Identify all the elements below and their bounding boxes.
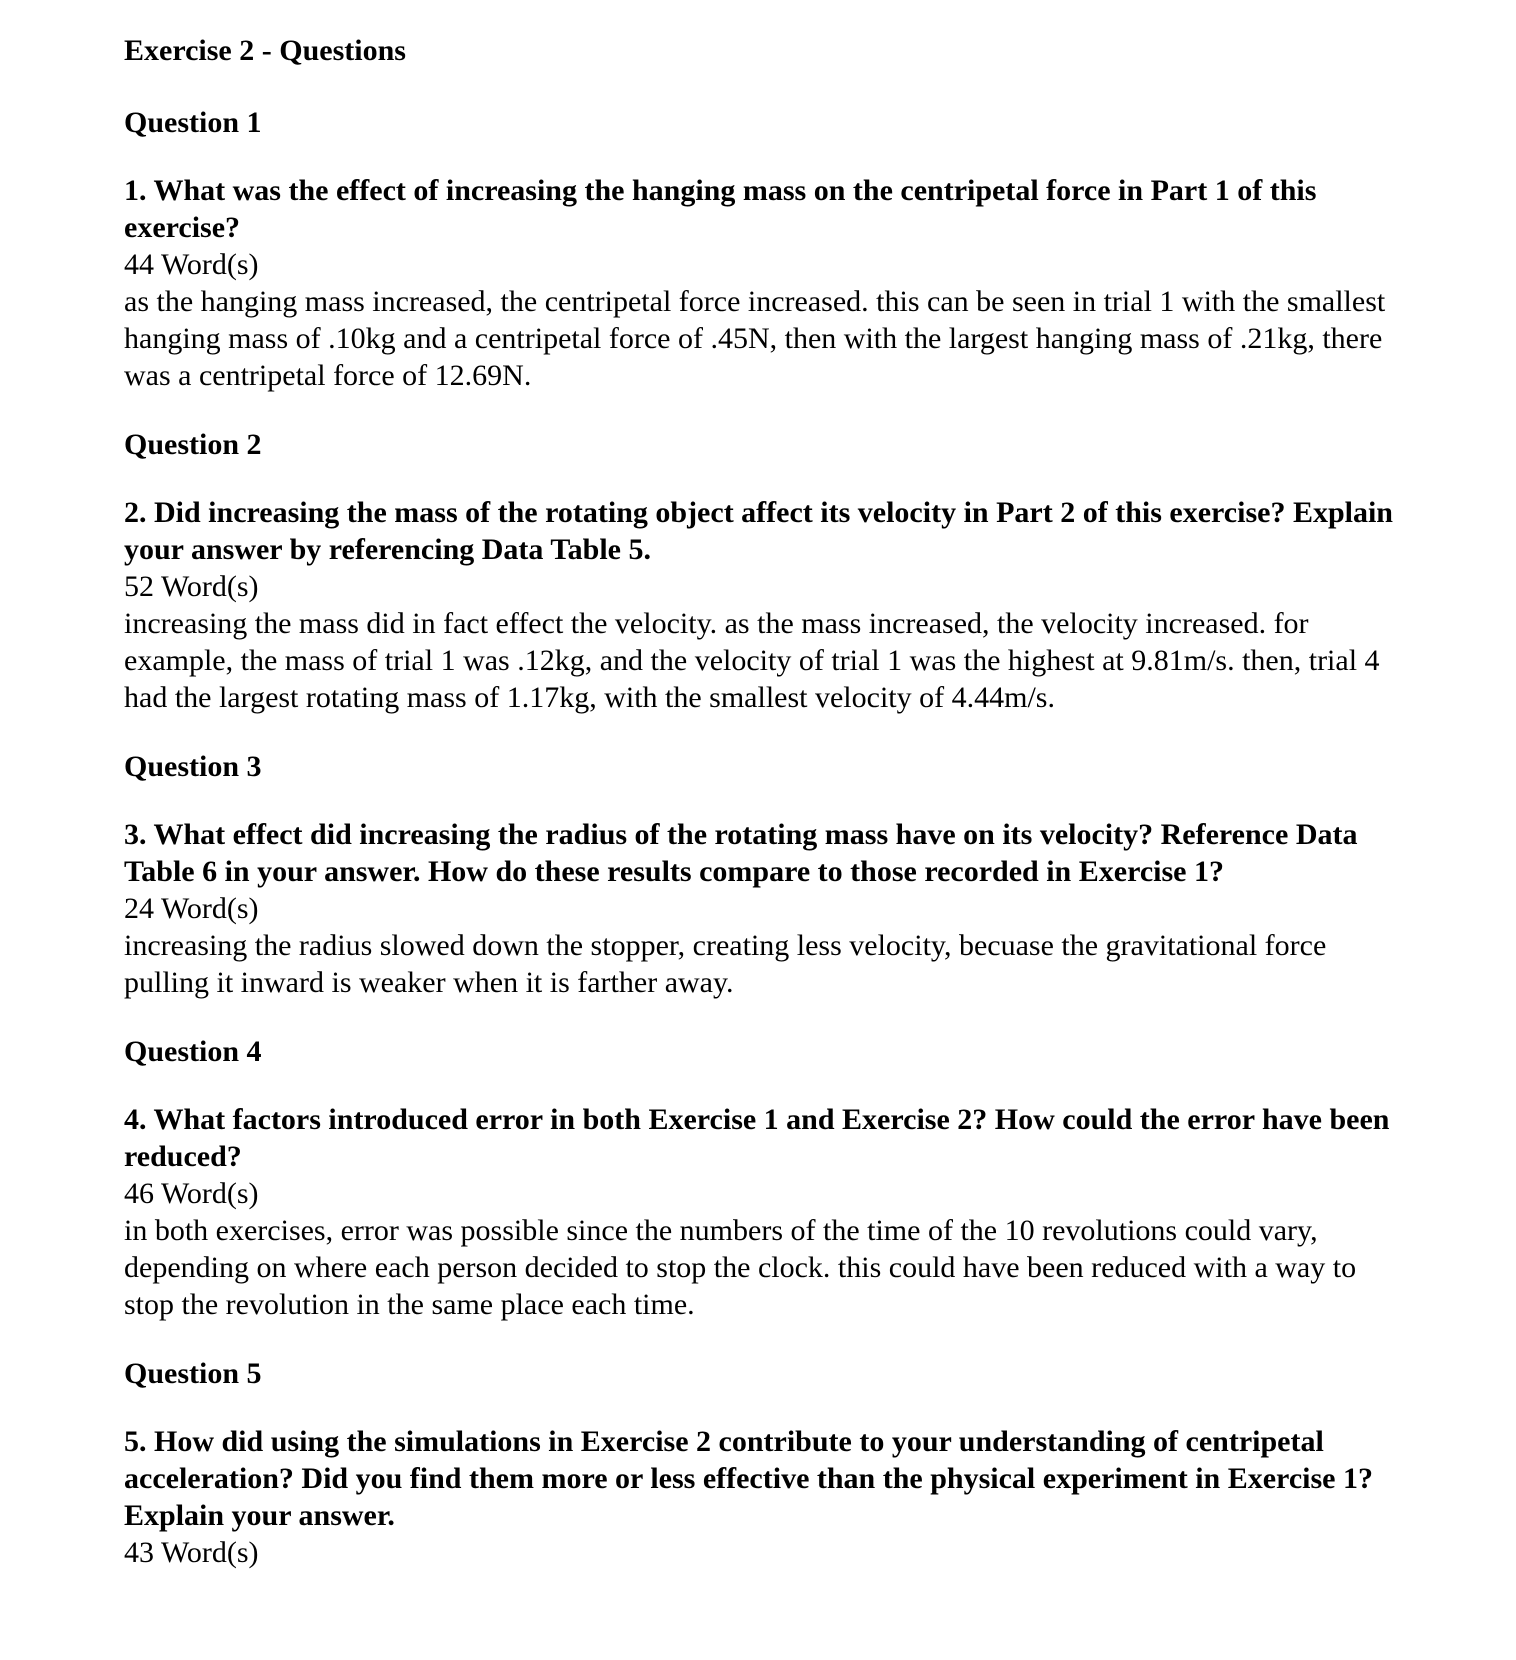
question-block-5 [124, 1351, 1394, 1571]
answer-text: as the hanging mass increased, the centripetal force increased. this can be seen in trial 1 with the smallest hanging mass of .10kg and a centripetal force of .45N, then with the largest hanging mass of .21kg, there was a centripetal force of 12.69N. [124, 285, 1386, 392]
question-block-3 [124, 744, 1394, 1001]
question-text: 1. What was the effect of increasing the hanging mass on the centripetal force in Part 1 of this exercise? [124, 174, 1317, 244]
question-heading: Question 1 [124, 106, 262, 139]
question-heading: Question 4 [124, 1035, 262, 1068]
word-count: 43 Word(s) [124, 1536, 259, 1569]
answer-text: increasing the radius slowed down the stopper, creating less velocity, becuase the gravitational force pulling it inward is weaker when it is farther away. [124, 929, 1327, 999]
question-text: 2. Did increasing the mass of the rotating object affect its velocity in Part 2 of this exercise? Explain your answer by referencing Data Table 5. [124, 496, 1393, 566]
word-count: 46 Word(s) [124, 1177, 259, 1210]
question-text: 5. How did using the simulations in Exercise 2 contribute to your understanding of centripetal acceleration? Did you find them more or less effective than the physical experiment in Exercise 1? Explain your answer. [124, 1425, 1373, 1532]
question-block-4 [124, 1029, 1394, 1323]
question-text: 4. What factors introduced error in both Exercise 1 and Exercise 2? How could the error have been reduced? [124, 1103, 1390, 1173]
question-heading: Question 5 [124, 1357, 262, 1390]
question-block-2 [124, 422, 1394, 716]
question-heading: Question 3 [124, 750, 262, 783]
word-count: 24 Word(s) [124, 892, 259, 925]
answer-text: in both exercises, error was possible since the numbers of the time of the 10 revolutions could vary, depending on where each person decided to stop the clock. this could have been reduced with a way to stop the revolution in the same place each time. [124, 1214, 1357, 1321]
document-page [124, 28, 1394, 1599]
question-text: 3. What effect did increasing the radius of the rotating mass have on its velocity? Reference Data Table 6 in your answer. How do these results compare to those recorded in Exercise 1? [124, 818, 1358, 888]
word-count: 52 Word(s) [124, 570, 259, 603]
question-heading: Question 2 [124, 428, 262, 461]
document-title: Exercise 2 - Questions [124, 34, 406, 67]
question-block-1 [124, 100, 1394, 394]
word-count: 44 Word(s) [124, 248, 259, 281]
answer-text: increasing the mass did in fact effect the velocity. as the mass increased, the velocity increased. for example, the mass of trial 1 was .12kg, and the velocity of trial 1 was the highest at 9.81m/s. then, trial 4 had the largest rotating mass of 1.17kg, with the smallest velocity of 4.44m/s. [124, 607, 1380, 714]
